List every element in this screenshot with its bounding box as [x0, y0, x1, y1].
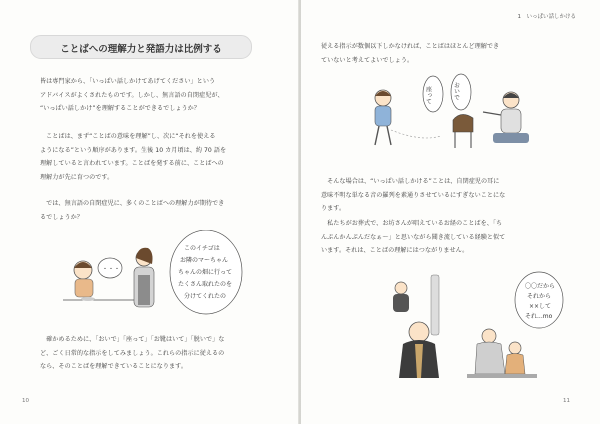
sutra-bubble-line: それ...mo: [525, 313, 553, 320]
mother-bubble-line: このイチゴは: [184, 245, 220, 252]
paragraph-check: [40, 333, 224, 374]
text-line: 私たちがお葬式で、お坊さんが唱えているお経のことばを、「ち: [321, 220, 503, 227]
bubble-sit-text: 座って: [424, 86, 432, 104]
text-line: ていないと考えてよいでしょう。: [321, 56, 414, 64]
text-line: んぷんかんぷんだなぁ～」と思いながら聞き流している経験と似て: [321, 233, 506, 241]
illustration-mother-child: [58, 230, 248, 320]
paragraph-sutra-analogy: [321, 217, 505, 258]
mother-bubble-line: 分けてくれたの: [184, 293, 227, 300]
sutra-bubble-line: ××して: [529, 303, 552, 310]
illustration-child-chair-drawing: [361, 70, 541, 165]
paragraph-meaningless-sound: [321, 175, 505, 216]
section-heading-text: ことばへの理解力と発語力は比例する: [60, 44, 222, 55]
sutra-bubble-line: 〇〇だから: [525, 283, 556, 290]
paragraph-few-instructions: [321, 40, 499, 67]
text-line: 皆は専門家から、「いっぱい話しかけてあげてください」という: [40, 78, 216, 85]
child-bubble-text: ・・・: [102, 266, 121, 273]
text-line: “いっぱい話しかけ”を理解することができるでしょうか？: [40, 105, 200, 113]
illustration-mother-child-drawing: [58, 230, 248, 320]
text-line: ようになる”という順序があります。生後 10 カ月頃は、約 70 語を: [40, 146, 227, 154]
paragraph-intro: [40, 75, 224, 116]
text-line: そんな場合は、“いっぱい話しかける”ことは、自閉症児の耳に: [321, 178, 500, 185]
mother-bubble-line: ちゃんの畑に行って: [178, 269, 233, 276]
sutra-bubble-line: それから: [527, 293, 552, 300]
text-line: 従える指示が数個以下しかなければ、ことばはほとんど理解でき: [321, 43, 500, 50]
text-line: なら、そのことばを理解できていることになります。: [40, 363, 187, 371]
running-head: 1 いっぱい話しかける: [517, 14, 576, 20]
text-line: 理解していると言われています。ことばを発する前に、ことばへの: [40, 160, 224, 168]
bubble-come-text: おいで: [452, 82, 460, 100]
text-line: 理解力が先に育つのです。: [40, 173, 114, 181]
text-line: 意味不明な単なる音の羅列を素通りさせているにすぎないことにな: [321, 191, 506, 199]
text-line: います。それは、ことばの理解にはつながりません。: [321, 247, 469, 255]
text-line: 確かめるために、「おいで」「座って」「お靴はいて」「脱いで」な: [40, 336, 225, 343]
paragraph-question: [40, 197, 224, 224]
page-number-left: 10: [22, 398, 29, 404]
paragraph-order: [40, 130, 226, 184]
mother-bubble-line: たくさん取れたのを: [178, 281, 233, 288]
mother-bubble-line: お隣のマーちゃん: [180, 257, 229, 264]
left-page: [0, 0, 299, 424]
text-line: ります。: [321, 205, 346, 213]
right-page: [301, 0, 600, 424]
text-line: ことばは、まず“ことばの意味を理解”し、次に“それを使える: [40, 133, 216, 140]
text-line: るでしょうか？: [40, 213, 83, 221]
text-line: では、無言語の自閉症児に、多くのことばへの理解力が期待でき: [40, 200, 225, 207]
text-line: ど、ごく日常的な指示をしてみましょう。これらの指示に従えるの: [40, 349, 225, 357]
illustration-monk-sutra-drawing: [379, 270, 569, 385]
illustration-monk-sutra: [379, 270, 569, 385]
illustration-child-chair: [361, 70, 541, 165]
text-line: アドバイスがよくされたものです。しかし、無言語の自閉症児が、: [40, 91, 224, 99]
page-number-right: 11: [563, 398, 570, 404]
section-heading: [30, 35, 252, 59]
